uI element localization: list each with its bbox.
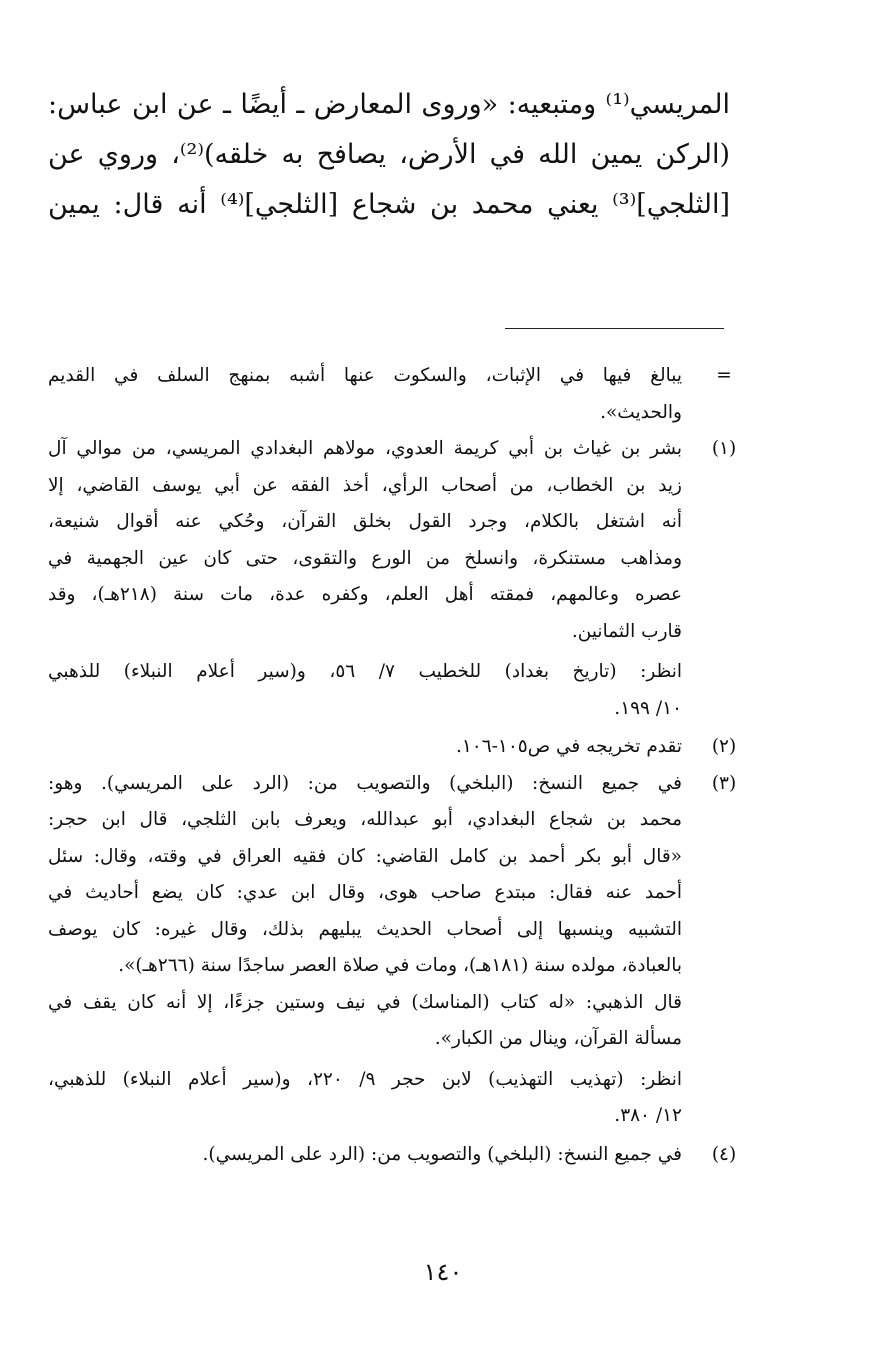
footnote-marker: (٤)	[711, 1143, 737, 1165]
footnote-continuation	[48, 358, 744, 431]
main-text-line: [الثلجي]⁽³⁾ يعني محمد بن شجاع [الثلجي]⁽⁴⁾ أنه قال: يمين	[48, 189, 731, 220]
footnote-body	[48, 766, 682, 1135]
footnote-line: التشبيه وينسبها إلى أصحاب الحديث يبليهم بذلك، وقال غيره: كان يوصف	[48, 918, 682, 940]
footnote-4	[48, 1137, 744, 1174]
footnote-line: في جميع النسخ: (البلخي) والتصويب من: (الرد على المريسي).	[202, 1143, 682, 1165]
footnote-line: والحديث».	[600, 401, 682, 423]
main-text-line: المريسي⁽¹⁾ ومتبعيه: «وروى المعارض ـ أيضًا ـ عن ابن عباس:	[48, 89, 730, 120]
footnote-marker: =	[716, 365, 732, 386]
main-text	[48, 80, 730, 230]
footnote-line: ١٢/ ٣٨٠.	[614, 1105, 682, 1126]
footnote-line: أنه اشتغل بالكلام، وجرد القول بخلق القرآن، وحُكي عنه أقوال شنيعة،	[48, 511, 682, 532]
footnote-line: «قال أبو بكر أحمد بن كامل القاضي: كان فقيه العراق في وقته، وقال: سئل	[48, 845, 682, 867]
footnote-line: قارب الثمانين.	[571, 620, 682, 642]
footnote-line: في جميع النسخ: (البلخي) والتصويب من: (الرد على المريسي). وهو:	[48, 772, 682, 794]
footnote-line: أحمد عنه فقال: مبتدع صاحب هوى، وقال ابن عدي: كان يضع أحاديث في	[48, 882, 682, 903]
footnote-line: تقدم تخريجه في ص١٠٥-١٠٦.	[455, 736, 682, 757]
footnote-line: زيد بن الخطاب، من أصحاب الرأي، أخذ الفقه عن أبي يوسف القاضي، إلا	[48, 474, 682, 496]
footnote-marker: (٢)	[711, 736, 737, 757]
main-text-line: (الركن يمين الله في الأرض، يصافح به خلقه)⁽²⁾، وروي عن	[48, 139, 730, 170]
footnote-line: انظر: (تهذيب التهذيب) لابن حجر ٩/ ٢٢٠، و(سير أعلام النبلاء) للذهبي،	[48, 1068, 682, 1090]
footnote-1	[48, 431, 744, 727]
footnote-body	[48, 729, 682, 766]
footnote-line: يبالغ فيها في الإثبات، والسكوت عنها أشبه بمنهج السلف في القديم	[48, 365, 682, 386]
footnote-line: بالعبادة، مولده سنة (١٨١هـ)، ومات في صلاة العصر ساجدًا سنة (٢٦٦هـ)».	[118, 955, 682, 976]
footnote-line: قال الذهبي: «له كتاب (المناسك) في نيف وستين جزءًا، إلا أنه كان يقف في	[48, 991, 682, 1013]
footnote-separator	[505, 328, 724, 329]
footnote-line: ومذاهب مستنكرة، وانسلخ من الورع والتقوى، حتى كان عين الجهمية في	[48, 547, 682, 569]
footnote-body	[48, 431, 682, 727]
footnote-body	[48, 1137, 682, 1174]
page-number: ١٤٠	[423, 1258, 463, 1286]
footnote-line: ١٠/ ١٩٩.	[614, 697, 682, 719]
footnote-line: انظر: (تاريخ بغداد) للخطيب ٧/ ٥٦، و(سير أعلام النبلاء) للذهبي	[48, 661, 682, 682]
footnote-marker: (١)	[711, 438, 737, 459]
footnote-marker: (٣)	[711, 772, 737, 794]
footnote-3	[48, 766, 744, 1135]
footnote-line: عصره وعالمهم، فمقته أهل العلم، وكفره عدة، مات سنة (٢١٨هـ)، وقد	[48, 584, 683, 605]
footnote-body	[48, 358, 682, 431]
footnote-line: مسألة القرآن، وينال من الكبار».	[434, 1028, 682, 1049]
footnote-line: محمد بن شجاع البغدادي، أبو عبدالله، ويعرف بابن الثلجي، قال ابن حجر:	[48, 809, 682, 830]
footnotes-section	[48, 358, 744, 1173]
footnote-line: بشر بن غياث بن أبي كريمة العدوي، مولاهم البغدادي المريسي، من موالي آل	[48, 438, 682, 459]
footnote-2	[48, 729, 744, 766]
